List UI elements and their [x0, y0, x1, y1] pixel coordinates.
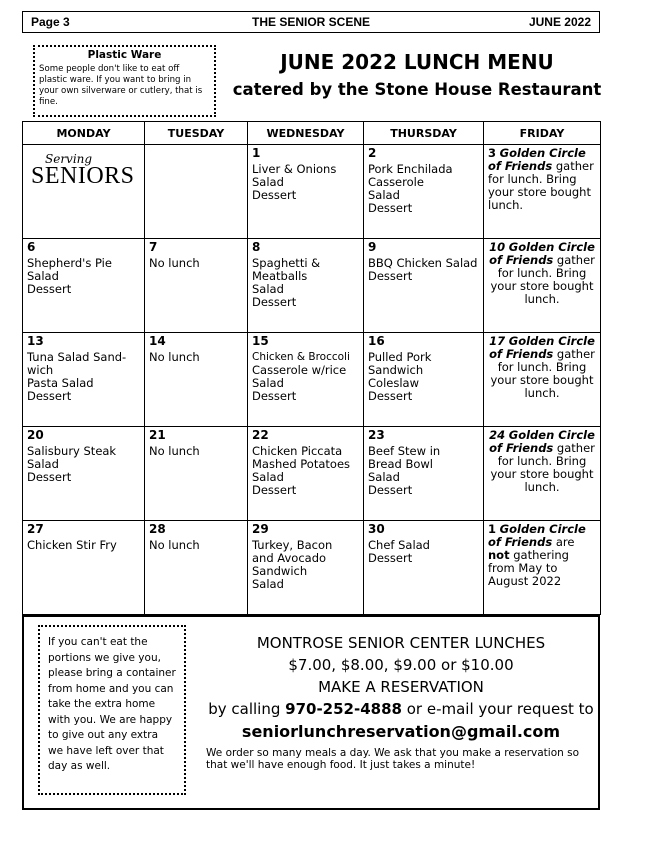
- day-cell: [364, 427, 484, 521]
- menu-item: Spaghetti &: [252, 256, 321, 270]
- menu-item: Casserole: [368, 175, 424, 189]
- menu-item: Dessert: [27, 389, 72, 403]
- menu-item: Chef Salad: [368, 538, 430, 552]
- menu-item: Dessert: [368, 483, 413, 497]
- menu-item: Chicken Stir Fry: [27, 538, 117, 552]
- day-cell: [23, 521, 145, 615]
- price-list: $7.00, $8.00, $9.00 or $10.00: [288, 656, 514, 674]
- reservation-note: We order so many meals a day. We ask that you make a reservation so that we'll have enough food. It just takes a minute!: [206, 747, 580, 771]
- weekday-header: FRIDAY: [484, 122, 601, 145]
- day-cell: [23, 333, 145, 427]
- menu-item: Mashed Potatoes: [252, 457, 351, 471]
- day-cell: [145, 521, 248, 615]
- weekday-header-row: [23, 122, 601, 145]
- leftover-tip-box: [38, 625, 186, 795]
- menu-item: Salisbury Steak: [27, 444, 117, 458]
- day-cell-friday: [484, 521, 601, 615]
- menu-item: Shepherd's Pie: [27, 256, 112, 270]
- week-row: [23, 333, 601, 427]
- golden-circle-name: Golden Circle of Friends: [489, 428, 595, 455]
- day-cell: [145, 239, 248, 333]
- week-row: [23, 145, 601, 239]
- friday-note: gather for lunch. Bring your store bought lunch.: [490, 347, 595, 400]
- lunch-calendar: [22, 121, 601, 615]
- menu-item: Salad: [252, 282, 284, 296]
- menu-item: Beef Stew in: [368, 444, 441, 458]
- menu-item: Salad: [252, 376, 284, 390]
- menu-item: Salad: [27, 457, 59, 471]
- page-number: Page 3: [31, 15, 70, 29]
- menu-item: Salad: [27, 269, 59, 283]
- day-number: 28: [149, 522, 166, 536]
- weekday-header: WEDNESDAY: [248, 122, 364, 145]
- logo-serving-text: Serving: [45, 152, 93, 166]
- menu-item: Pulled Pork: [368, 350, 432, 364]
- day-number: 10: [489, 240, 506, 254]
- menu-title: JUNE 2022 LUNCH MENU: [280, 50, 554, 74]
- menu-item: Tuna Salad Sand-: [27, 350, 127, 364]
- menu-item: Sandwich: [368, 363, 424, 377]
- friday-note: are: [552, 535, 575, 549]
- serving-seniors-logo: [27, 147, 140, 189]
- menu-item: Salad: [368, 188, 400, 202]
- menu-item: No lunch: [149, 444, 200, 458]
- day-number: 13: [27, 334, 44, 348]
- menu-item: and Avocado: [252, 551, 327, 565]
- newsletter-title: THE SENIOR SCENE: [251, 15, 371, 29]
- day-number: 20: [27, 428, 44, 442]
- day-cell: [364, 145, 484, 239]
- menu-item: Dessert: [252, 389, 297, 403]
- lunch-info: [204, 632, 598, 771]
- center-name: MONTROSE SENIOR CENTER LUNCHES: [256, 634, 546, 652]
- menu-item: Dessert: [27, 470, 72, 484]
- menu-item: Dessert: [368, 389, 413, 403]
- menu-item: Dessert: [368, 269, 413, 283]
- menu-item: Salad: [368, 470, 400, 484]
- plastic-ware-text: Some people don't like to eat off plastic ware. If you want to bring in your own silverware or cutlery, that is fine.: [39, 64, 203, 107]
- menu-item: Casserole w/rice: [252, 363, 347, 377]
- plastic-ware-title: Plastic Ware: [87, 49, 162, 61]
- day-cell: [23, 145, 145, 239]
- menu-item: Chicken Piccata: [252, 444, 343, 458]
- week-row: [23, 521, 601, 615]
- day-number: 22: [252, 428, 269, 442]
- golden-circle-name: Golden Circle of Friends: [488, 146, 586, 173]
- menu-item: Dessert: [252, 295, 297, 309]
- menu-item: Salad: [252, 470, 284, 484]
- menu-subtitle: catered by the Stone House Restaurant: [232, 80, 602, 99]
- day-number: 6: [27, 240, 36, 254]
- day-number: 3: [488, 146, 497, 160]
- leftover-tip-text: If you can't eat the portions we give you, please bring a container from home and you can take the extra home with you. We are happy to give out any extra we have left over that day as well.: [48, 636, 176, 772]
- menu-item: Bread Bowl: [368, 457, 433, 471]
- day-cell: [248, 427, 364, 521]
- day-cell-friday: [484, 145, 601, 239]
- friday-note: gather for lunch. Bring your store bought lunch.: [488, 159, 594, 212]
- day-cell-friday: [484, 333, 601, 427]
- day-cell: [145, 145, 248, 239]
- day-number: 9: [368, 240, 377, 254]
- day-cell: [145, 427, 248, 521]
- menu-item: Dessert: [27, 282, 72, 296]
- day-number: 8: [252, 240, 261, 254]
- day-number: 29: [252, 522, 269, 536]
- day-cell: [248, 521, 364, 615]
- day-cell-friday: [484, 239, 601, 333]
- weekday-header: THURSDAY: [364, 122, 484, 145]
- friday-note-emphasis: not: [488, 548, 510, 562]
- menu-item: No lunch: [149, 538, 200, 552]
- day-number: 15: [252, 334, 269, 348]
- day-number: 27: [27, 522, 44, 536]
- day-cell: [248, 145, 364, 239]
- menu-item: wich: [27, 363, 54, 377]
- friday-note: gather for lunch. Bring your store bought lunch.: [490, 253, 595, 306]
- week-row: [23, 427, 601, 521]
- day-number: 14: [149, 334, 166, 348]
- friday-note: gather for lunch. Bring your store bought lunch.: [490, 441, 595, 494]
- day-cell-friday: [484, 427, 601, 521]
- day-number: 23: [368, 428, 385, 442]
- day-cell: [23, 427, 145, 521]
- menu-item: BBQ Chicken Salad: [368, 256, 478, 270]
- reservation-email: seniorlunchreservation@gmail.com: [241, 722, 561, 741]
- day-cell: [248, 333, 364, 427]
- menu-item: Pasta Salad: [27, 376, 94, 390]
- day-number: 24: [489, 428, 506, 442]
- day-number: 2: [368, 146, 377, 160]
- friday-note: gathering from May to August 2022: [488, 548, 569, 588]
- issue-date: JUNE 2022: [528, 15, 591, 29]
- menu-item: Liver & Onions: [252, 162, 337, 176]
- contact-line: [204, 698, 598, 720]
- week-row: [23, 239, 601, 333]
- menu-item: Sandwich: [252, 564, 308, 578]
- golden-circle-name: Golden Circle of Friends: [489, 334, 595, 361]
- day-cell: [364, 333, 484, 427]
- menu-item: No lunch: [149, 256, 200, 270]
- reservation-box: [22, 615, 600, 810]
- menu-item: No lunch: [149, 350, 200, 364]
- contact-suffix: or e-mail your request to: [401, 700, 594, 718]
- phone-number: 970-252-4888: [285, 700, 402, 718]
- menu-item: Pork Enchilada: [368, 162, 453, 176]
- menu-item: Dessert: [252, 483, 297, 497]
- menu-item: Dessert: [368, 201, 413, 215]
- menu-item: Coleslaw: [368, 376, 419, 390]
- day-cell: [248, 239, 364, 333]
- day-number: 17: [489, 334, 506, 348]
- day-number: 1: [488, 522, 497, 536]
- day-cell: [23, 239, 145, 333]
- menu-item: Chicken & Broccoli: [252, 351, 350, 363]
- weekday-header: MONDAY: [23, 122, 145, 145]
- day-number: 30: [368, 522, 385, 536]
- menu-item: Dessert: [368, 551, 413, 565]
- day-cell: [364, 239, 484, 333]
- menu-item: Turkey, Bacon: [252, 538, 333, 552]
- day-number: 21: [149, 428, 166, 442]
- menu-item: Salad: [252, 175, 284, 189]
- reservation-heading: MAKE A RESERVATION: [318, 678, 484, 696]
- day-cell: [364, 521, 484, 615]
- day-cell: [145, 333, 248, 427]
- menu-item: Dessert: [252, 188, 297, 202]
- day-number: 1: [252, 146, 261, 160]
- menu-item: Meatballs: [252, 269, 308, 283]
- menu-item: Salad: [252, 577, 284, 591]
- plastic-ware-box: [33, 45, 216, 117]
- golden-circle-name: Golden Circle of Friends: [489, 240, 595, 267]
- weekday-header: TUESDAY: [145, 122, 248, 145]
- golden-circle-name: Golden Circle of Friends: [488, 522, 586, 549]
- day-number: 7: [149, 240, 158, 254]
- logo-seniors-text: SENIORS: [31, 163, 135, 189]
- day-number: 16: [368, 334, 385, 348]
- contact-prefix: by calling: [208, 700, 286, 718]
- page-header: [22, 11, 600, 33]
